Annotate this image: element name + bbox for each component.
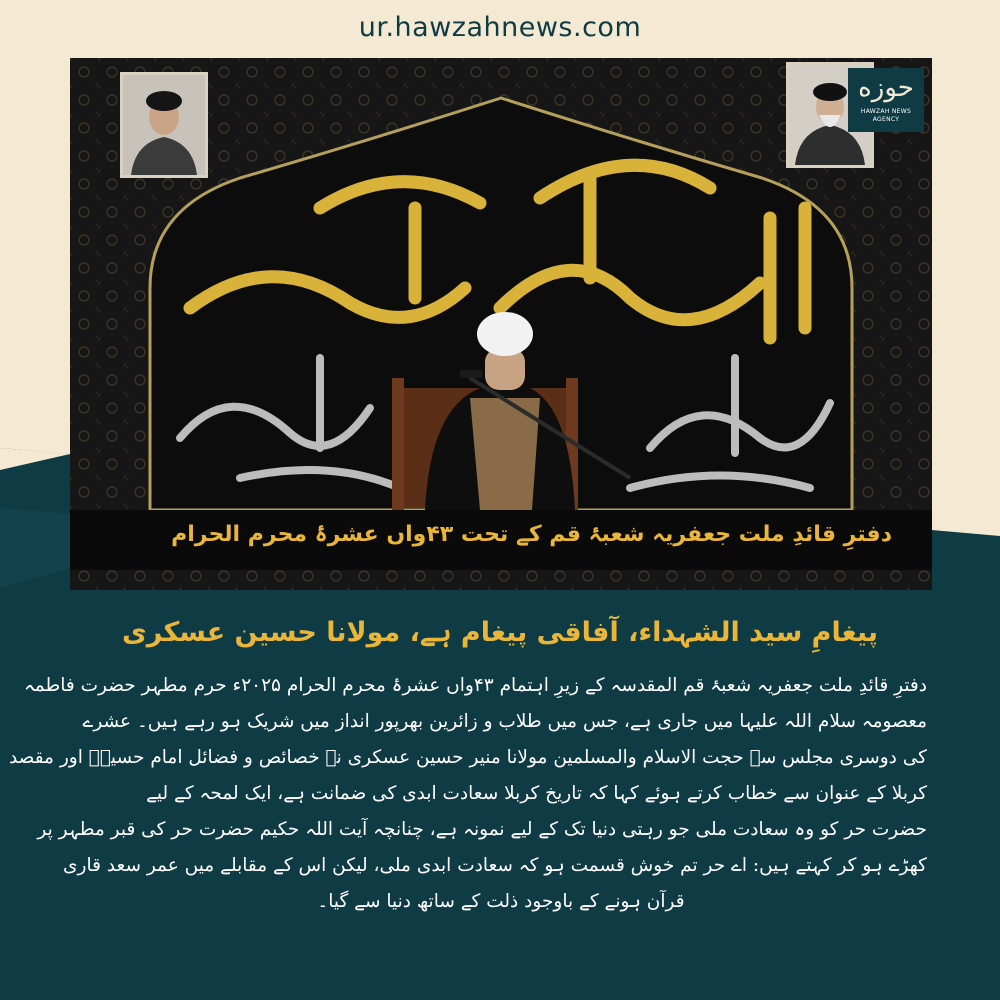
body-line: کی دوسری مجلس سے حجت الاسلام والمسلمین مولانا منیر حسین عسکری نے خصائص و فضائل امام حسینؑ اور مقصد bbox=[8, 747, 927, 768]
majlis-photo bbox=[70, 58, 932, 590]
logo-mark: حوزه bbox=[858, 73, 914, 103]
hawzah-news-logo bbox=[848, 68, 924, 132]
headline: پیغامِ سید الشہداء، آفاقی پیغام ہے، مولانا حسین عسکری bbox=[121, 617, 879, 648]
body-line: دفترِ قائدِ ملت جعفریہ شعبۂ قم المقدسہ کے زیرِ اہتمام ۴۳واں عشرۂ محرم الحرام ۲۰۲۵ء حرم مطہر حضرت فاطمہ bbox=[23, 675, 927, 696]
body-line: حضرت حر کو وہ سعادت ملی جو رہتی دنیا تک کے لیے نمونہ ہے، چنانچہ آیت اللہ حکیم حضرت حر کی قبر مطہر پر bbox=[37, 819, 927, 840]
photo-caption-bar bbox=[70, 510, 932, 570]
body-line: کھڑے ہو کر کہتے ہیں: اے حر تم خوش قسمت ہو کہ سعادت ابدی ملی، لیکن اس کے مقابلے میں عمر سعد قاری bbox=[63, 855, 927, 876]
body-line: قرآن ہونے کے باوجود ذلت کے ساتھ دنیا سے گیا۔ bbox=[317, 891, 685, 912]
site-url[interactable]: ur.hawzahnews.com bbox=[358, 12, 642, 43]
body-line: معصومہ سلام اللہ علیہا میں جاری ہے، جس میں طلاب و زائرین بھرپور انداز میں شریک ہو رہے ہیں۔ عشرے bbox=[82, 711, 927, 732]
photo-caption: دفترِ قائدِ ملت جعفریہ شعبۂ قم کے تحت ۴۳واں عشرۂ محرم الحرام bbox=[171, 522, 892, 547]
logo-text: HAWZAH NEWS AGENCY bbox=[860, 108, 912, 123]
body-line: کربلا کے عنوان سے خطاب کرتے ہوئے کہا کہ تاریخ کربلا سعادت ابدی کی ضمانت ہے، ایک لمحہ کے لیے bbox=[146, 783, 927, 804]
portrait-left bbox=[120, 72, 208, 178]
article-body bbox=[8, 668, 927, 920]
